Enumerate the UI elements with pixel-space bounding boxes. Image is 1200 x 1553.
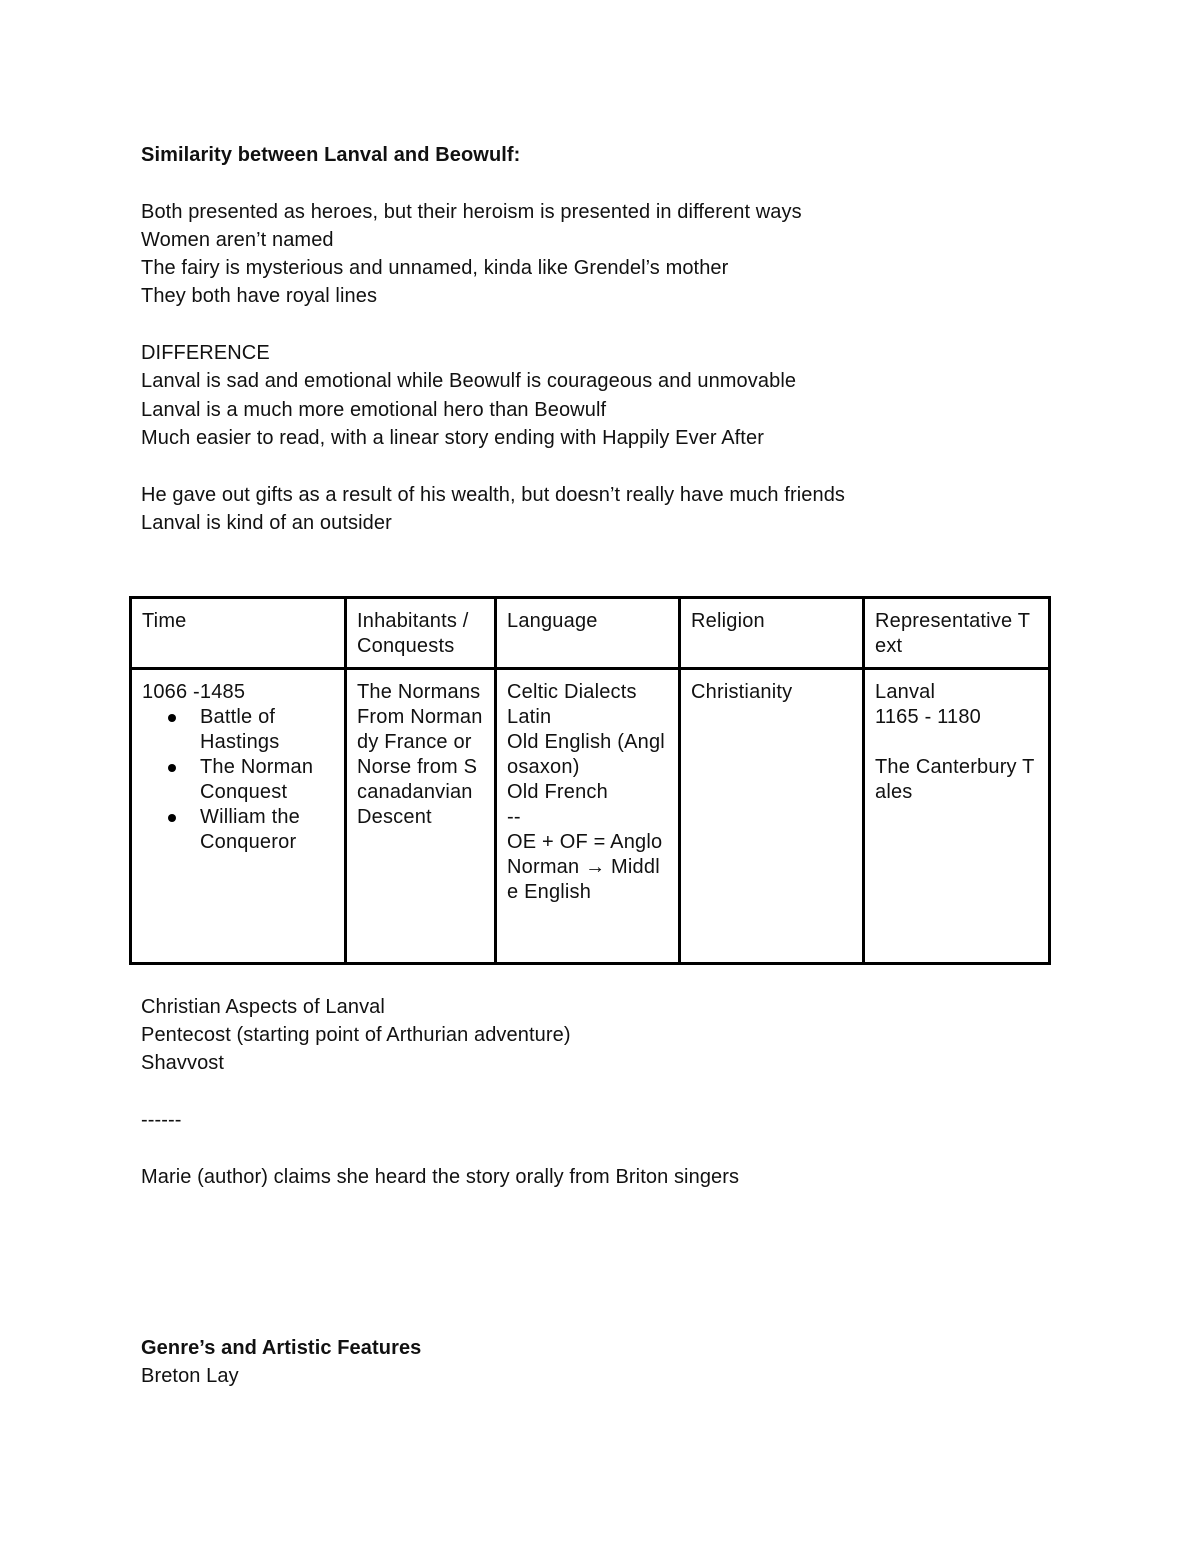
cell-language: [496, 669, 680, 964]
table-header-row: [131, 598, 1050, 669]
table-row: [131, 669, 1050, 964]
text-dates: 1165 - 1180: [875, 706, 981, 728]
christian-line: Christian Aspects of Lanval: [141, 996, 385, 1018]
header-time: Time: [131, 598, 346, 669]
cell-religion: Christianity: [680, 669, 864, 964]
header-language: Language: [496, 598, 680, 669]
text-title: The Canterbury Tales: [875, 756, 1035, 803]
genre-heading: Genre’s and Artistic Features: [141, 1337, 422, 1359]
difference-line: Much easier to read, with a linear story ending with Happily Ever After: [141, 427, 764, 449]
note-line: He gave out gifts as a result of his wealth, but doesn’t really have much friends: [141, 484, 846, 506]
literature-period-table: [129, 596, 1051, 965]
language-line: --: [507, 806, 521, 828]
language-line: Celtic Dialects: [507, 681, 637, 703]
christian-line: Pentecost (starting point of Arthurian adventure): [141, 1024, 571, 1046]
language-line: Old French: [507, 781, 608, 803]
text-title: Lanval: [875, 681, 936, 703]
list-item: Battle of Hastings: [200, 705, 334, 755]
similarity-line: They both have royal lines: [141, 285, 378, 307]
header-inhabitants: Inhabitants / Conquests: [346, 598, 496, 669]
blank-line: [875, 730, 1038, 755]
difference-line: Lanval is a much more emotional hero than Beowulf: [141, 399, 607, 421]
similarity-line: Both presented as heroes, but their heroism is presented in different ways: [141, 201, 802, 223]
language-line: Old English (Anglosaxon): [507, 731, 665, 778]
similarity-line: Women aren’t named: [141, 229, 334, 251]
list-item: William the Conqueror: [200, 805, 334, 855]
language-line: Latin: [507, 706, 552, 728]
difference-heading: DIFFERENCE: [141, 342, 270, 364]
similarity-line: The fairy is mysterious and unnamed, kinda like Grendel’s mother: [141, 257, 729, 279]
time-range: 1066 -1485: [142, 681, 246, 703]
header-representative-text: Representative Text: [864, 598, 1050, 669]
note-line: Lanval is kind of an outsider: [141, 512, 392, 534]
christian-line: Shavvost: [141, 1052, 225, 1074]
difference-line: Lanval is sad and emotional while Beowulf is courageous and unmovable: [141, 370, 797, 392]
cell-time: [131, 669, 346, 964]
header-religion: Religion: [680, 598, 864, 669]
genre-line: Breton Lay: [141, 1365, 239, 1387]
cell-representative-text: [864, 669, 1050, 964]
language-line: OE + OF = Anglo Norman → Middle English: [507, 831, 669, 903]
list-item: The Norman Conquest: [200, 755, 334, 805]
separator: ------: [141, 1109, 182, 1131]
cell-inhabitants: The Normans From Normandy France or Norse from Scanadanvian Descent: [346, 669, 496, 964]
similarity-heading: Similarity between Lanval and Beowulf:: [141, 144, 521, 166]
marie-line: Marie (author) claims she heard the story orally from Briton singers: [141, 1166, 740, 1188]
time-events-list: [142, 705, 334, 855]
